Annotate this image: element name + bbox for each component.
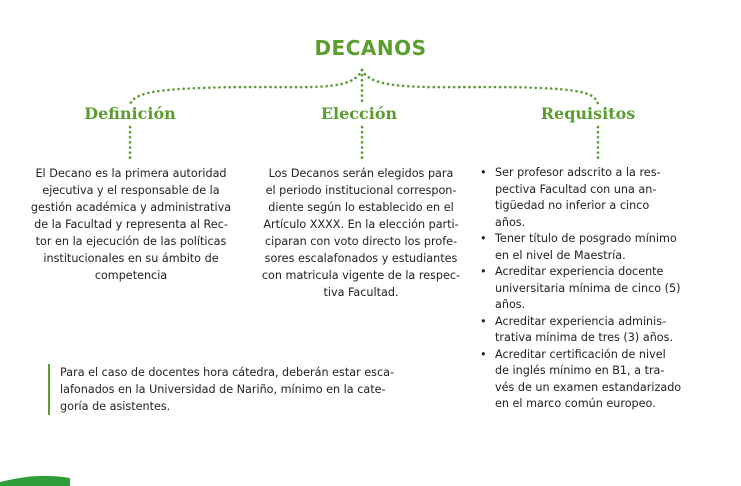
connector-right xyxy=(362,70,598,104)
definicion-text: El Decano es la primera autoridad ejecutiva y el responsable de la gestión académica y administrativa de la Facultad y representa al Rec- tor en la ejecución de las políticas institucionales en su ámbito de competencia xyxy=(30,167,232,282)
heading-eleccion: Elección xyxy=(320,104,398,123)
requisitos-list xyxy=(480,165,708,413)
list-item: • Acreditar certificación de nivel de inglés mínimo en B1, a tra- vés de un examen estandarizado en el marco común europeo. xyxy=(480,347,708,413)
list-item: • Tener título de posgrado mínimo en el nivel de Maestría. xyxy=(480,231,708,264)
heading-requisitos: Requisitos xyxy=(540,104,636,123)
diagram-title: DECANOS xyxy=(314,36,427,60)
list-item: • Acreditar experiencia adminis- trativa mínima de tres (3) años. xyxy=(480,314,708,347)
list-item: • Ser profesor adscrito a la res- pectiva Facultad con una an- tigüedad no inferior a cinco años. xyxy=(480,165,708,231)
eleccion-text: Los Decanos serán elegidos para el periodo institucional correspon- diente según lo establecido en el Artículo XXXX. En la elección parti- ciparan con voto directo los profe- sores escalafonados y estudiantes con matricula vigente de la respec- tiva Facultad. xyxy=(261,167,461,299)
heading-definicion: Definición xyxy=(84,104,176,123)
decorative-wave xyxy=(0,470,741,486)
note-text: Para el caso de docentes hora cátedra, deberán estar esca- lafonados en la Universidad de Nariño, mínimo en la cate- goría de asistentes. xyxy=(48,364,420,415)
connector-left xyxy=(130,70,362,104)
list-item: • Acreditar experiencia docente universitaria mínima de cinco (5) años. xyxy=(480,264,708,314)
